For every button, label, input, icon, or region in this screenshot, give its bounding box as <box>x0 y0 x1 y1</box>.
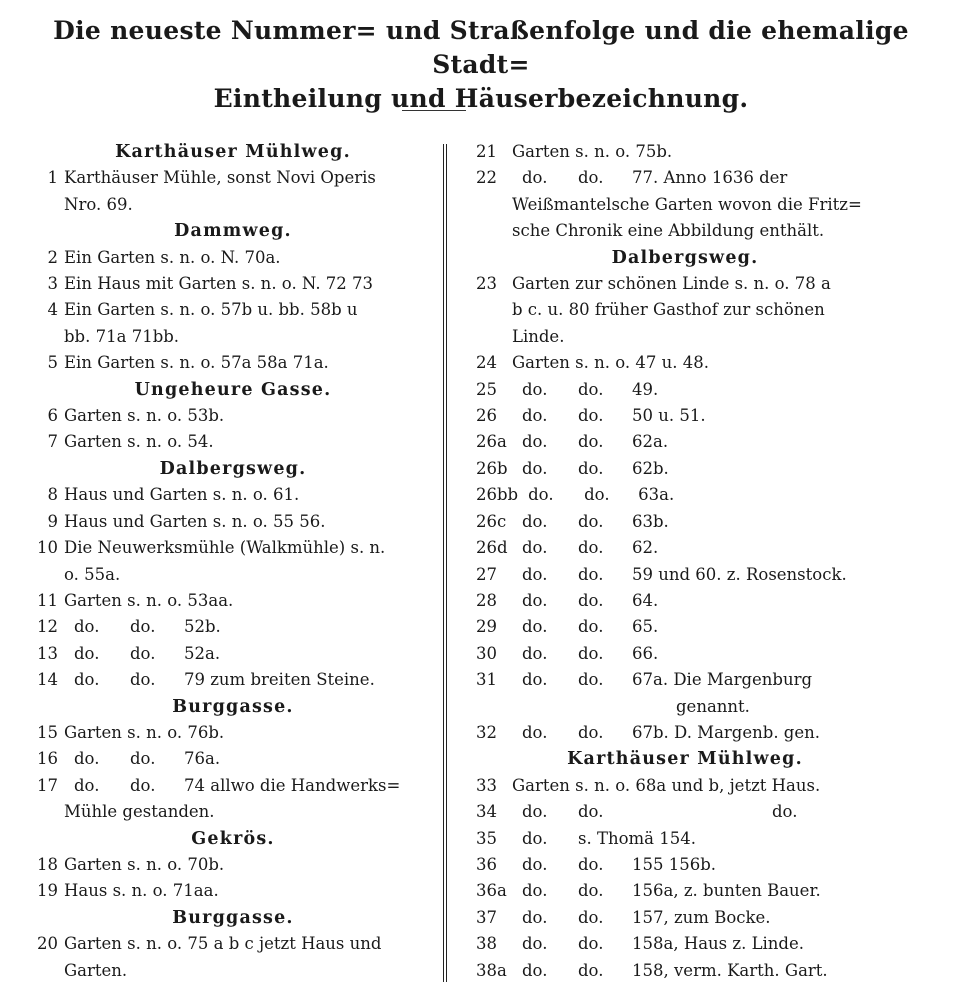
list-item: 36a do. do. 156a, z. bunten Bauer. <box>476 881 821 901</box>
list-item: 37 do. do. 157, zum Bocke. <box>476 907 771 927</box>
list-item: 13 do. do. 52a. <box>37 643 221 663</box>
street-heading: Gekrös. <box>191 828 275 849</box>
street-heading: Karthäuser Mühlweg. <box>567 749 803 770</box>
list-item: 29 do. do. 65. <box>476 617 659 637</box>
street-heading: Ungeheure Gasse. <box>134 379 332 400</box>
list-item: 21 Garten s. n. o. 75b. <box>476 142 673 161</box>
page-title <box>0 14 962 116</box>
list-item: 33 Garten s. n. o. 68a und b, jetzt Haus. <box>476 775 821 795</box>
street-heading: Dalbergsweg. <box>159 458 307 479</box>
list-item: 38a do. do. 158, verm. Karth. Gart. <box>476 960 828 980</box>
list-item: 36 do. do. 155 156b. <box>476 854 717 874</box>
list-item: 34 do. do. do. <box>476 802 798 822</box>
list-item-continuation: bb. 71a 71bb. <box>64 326 180 346</box>
list-item: 26bb do. do. 63a. <box>476 485 675 505</box>
list-item: 14 do. do. 79 zum breiten Steine. <box>37 670 375 690</box>
list-item: 26 do. do. 50 u. 51. <box>476 406 706 426</box>
list-item: 25 do. do. 49. <box>476 379 659 399</box>
list-item: 15 Garten s. n. o. 76b. <box>37 722 225 742</box>
title-line-1: Die neueste Nummer= und Straßenfolge und die ehemalige Stadt= <box>53 16 909 79</box>
list-item: 10 Die Neuwerksmühle (Walkmühle) s. n. <box>37 538 386 558</box>
list-item: 24 Garten s. n. o. 47 u. 48. <box>476 353 709 373</box>
list-item: 2 Ein Garten s. n. o. N. 70a. <box>47 247 281 267</box>
list-item: 32 do. do. 67b. D. Margenb. gen. <box>476 722 821 742</box>
list-item: 38 do. do. 158a, Haus z. Linde. <box>476 934 805 954</box>
list-item: 26d do. do. 62. <box>476 538 659 558</box>
street-heading: Dalbergsweg. <box>611 247 759 268</box>
list-item: 12 do. do. 52b. <box>37 617 221 637</box>
list-item: 1 Karthäuser Mühle, sonst Novi Operis <box>47 168 376 188</box>
list-item-continuation: Weißmantelsche Garten wovon die Fritz= <box>512 194 862 214</box>
list-item: 26a do. do. 62a. <box>476 432 669 452</box>
list-item: 5 Ein Garten s. n. o. 57a 58a 71a. <box>47 353 329 373</box>
title-rule <box>402 110 466 111</box>
list-item-continuation: b c. u. 80 früher Gasthof zur schönen <box>512 300 825 320</box>
right-column <box>476 139 880 984</box>
left-column <box>28 139 424 984</box>
list-item: 6 Garten s. n. o. 53b. <box>47 406 225 426</box>
street-heading: Dammweg. <box>174 221 292 242</box>
list-item: 18 Garten s. n. o. 70b. <box>37 854 225 874</box>
list-item: 30 do. do. 66. <box>476 643 659 663</box>
list-item: 19 Haus s. n. o. 71aa. <box>37 881 219 901</box>
list-item: 17 do. do. 74 allwo die Handwerks= <box>37 775 401 795</box>
title-line-2: Eintheilung und Häuserbezeichnung. <box>213 84 749 113</box>
list-item-continuation: Mühle gestanden. <box>64 802 215 822</box>
list-item: 8 Haus und Garten s. n. o. 61. <box>47 485 300 505</box>
list-item: 26b do. do. 62b. <box>476 458 669 478</box>
list-item: 27 do. do. 59 und 60. z. Rosenstock. <box>476 564 847 584</box>
street-heading: Burggasse. <box>172 907 294 928</box>
list-item: 11 Garten s. n. o. 53aa. <box>37 590 234 610</box>
list-item: 20 Garten s. n. o. 75 a b c jetzt Haus und <box>37 934 382 954</box>
column-divider <box>443 144 447 982</box>
list-item: 31 do. do. 67a. Die Margenburg <box>476 670 813 690</box>
list-item: 9 Haus und Garten s. n. o. 55 56. <box>47 511 326 531</box>
list-item: 28 do. do. 64. <box>476 590 659 610</box>
list-item: 26c do. do. 63b. <box>476 511 669 531</box>
list-item: 7 Garten s. n. o. 54. <box>47 432 214 452</box>
list-item: 16 do. do. 76a. <box>37 749 221 769</box>
list-item-continuation: o. 55a. <box>64 564 121 584</box>
list-item: 22 do. do. 77. Anno 1636 der <box>476 168 788 188</box>
street-heading: Karthäuser Mühlweg. <box>115 142 351 162</box>
list-item-continuation: genannt. <box>676 696 750 716</box>
list-item-continuation: Garten. <box>64 960 128 980</box>
list-item-continuation: Linde. <box>512 326 565 346</box>
street-heading: Burggasse. <box>172 696 294 717</box>
list-item: 23 Garten zur schönen Linde s. n. o. 78 a <box>476 274 831 294</box>
list-item-continuation: sche Chronik eine Abbildung enthält. <box>512 221 825 241</box>
list-item-continuation: Nro. 69. <box>64 194 133 214</box>
list-item: 3 Ein Haus mit Garten s. n. o. N. 72 73 <box>47 274 374 294</box>
list-item: 4 Ein Garten s. n. o. 57b u. bb. 58b u <box>47 300 358 320</box>
list-item: 35 do. s. Thomä 154. <box>476 828 696 848</box>
